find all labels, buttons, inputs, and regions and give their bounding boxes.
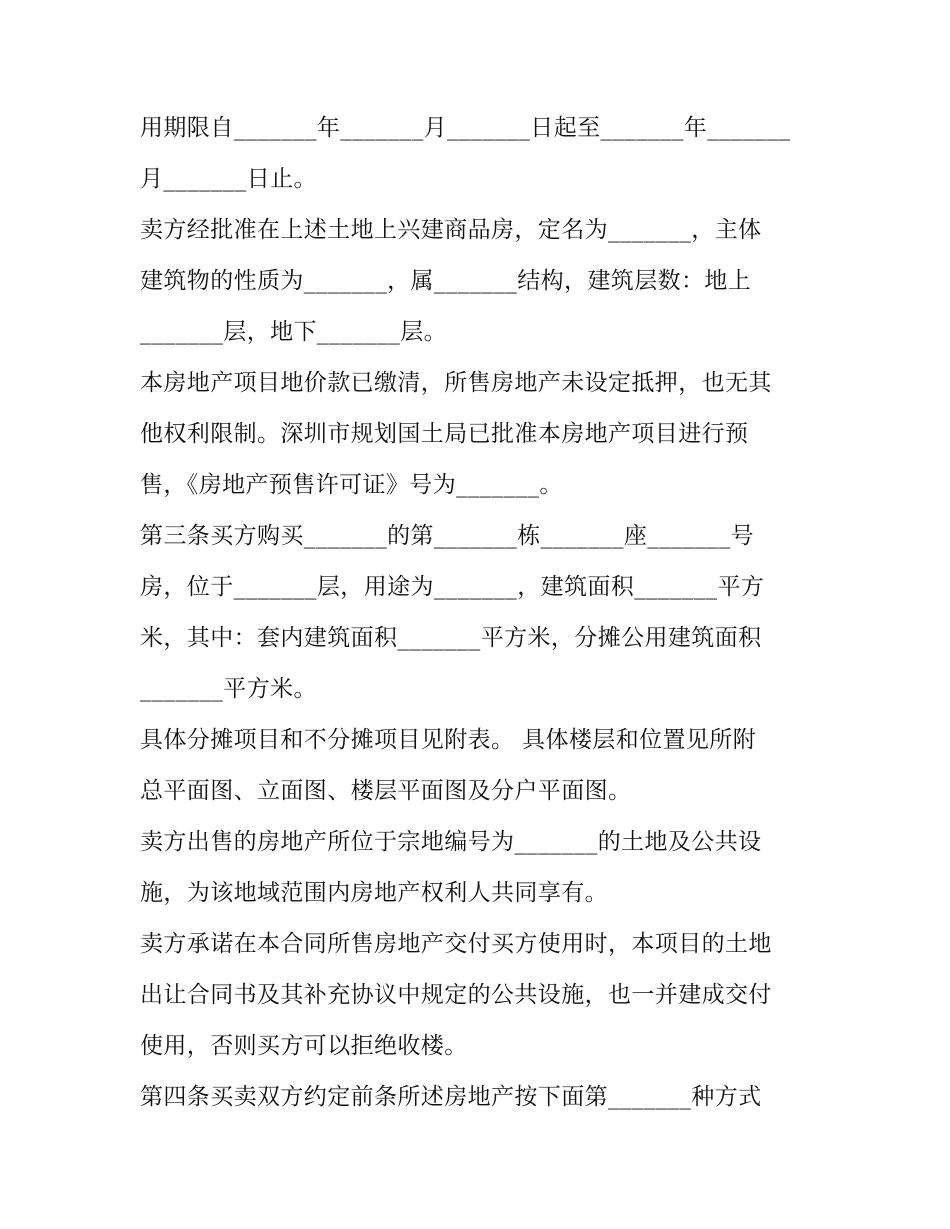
text-line: 卖方经批准在上述土地上兴建商品房，定名为_______，主体: [140, 217, 762, 243]
text-line: 出让合同书及其补充协议中规定的公共设施，也一并建成交付: [140, 982, 772, 1008]
text-line: 具体分摊项目和不分摊项目见附表。 具体楼层和位置见所附: [140, 727, 757, 753]
text-line: 米，其中：套内建筑面积_______平方米，分摊公用建筑面积: [140, 625, 762, 651]
text-line: 房，位于_______层，用途为_______，建筑面积_______平方: [140, 574, 765, 600]
document-page: [140, 103, 820, 1123]
text-line: 他权利限制。深圳市规划国土局已批准本房地产项目进行预: [140, 421, 749, 447]
text-line: 售，《房地产预售许可证》号为_______。: [140, 472, 563, 498]
text-line: 卖方承诺在本合同所售房地产交付买方使用时，本项目的土地: [140, 931, 772, 957]
text-line: _______平方米。: [140, 676, 317, 702]
text-line: 使用，否则买方可以拒绝收楼。: [140, 1033, 468, 1059]
text-line: 卖方出售的房地产所位于宗地编号为_______的土地及公共设: [140, 829, 762, 855]
text-line: 第四条买卖双方约定前条所述房地产按下面第_______种方式: [140, 1084, 762, 1110]
text-line: 建筑物的性质为_______，属_______结构，建筑层数：地上: [140, 268, 752, 294]
text-line: 施，为该地域范围内房地产权利人共同享有。: [140, 880, 608, 906]
text-line: 本房地产项目地价款已缴清，所售房地产未设定抵押，也无其: [140, 370, 772, 396]
text-line: 总平面图、立面图、楼层平面图及分户平面图。: [140, 778, 632, 804]
text-line: 第三条买方购买_______的第_______栋_______座_______号: [140, 523, 754, 549]
text-line: 月_______日止。: [140, 166, 317, 192]
text-line: _______层，地下_______层。: [140, 319, 447, 345]
text-line: 用期限自_______年_______月_______日起至_______年_______: [140, 115, 791, 141]
